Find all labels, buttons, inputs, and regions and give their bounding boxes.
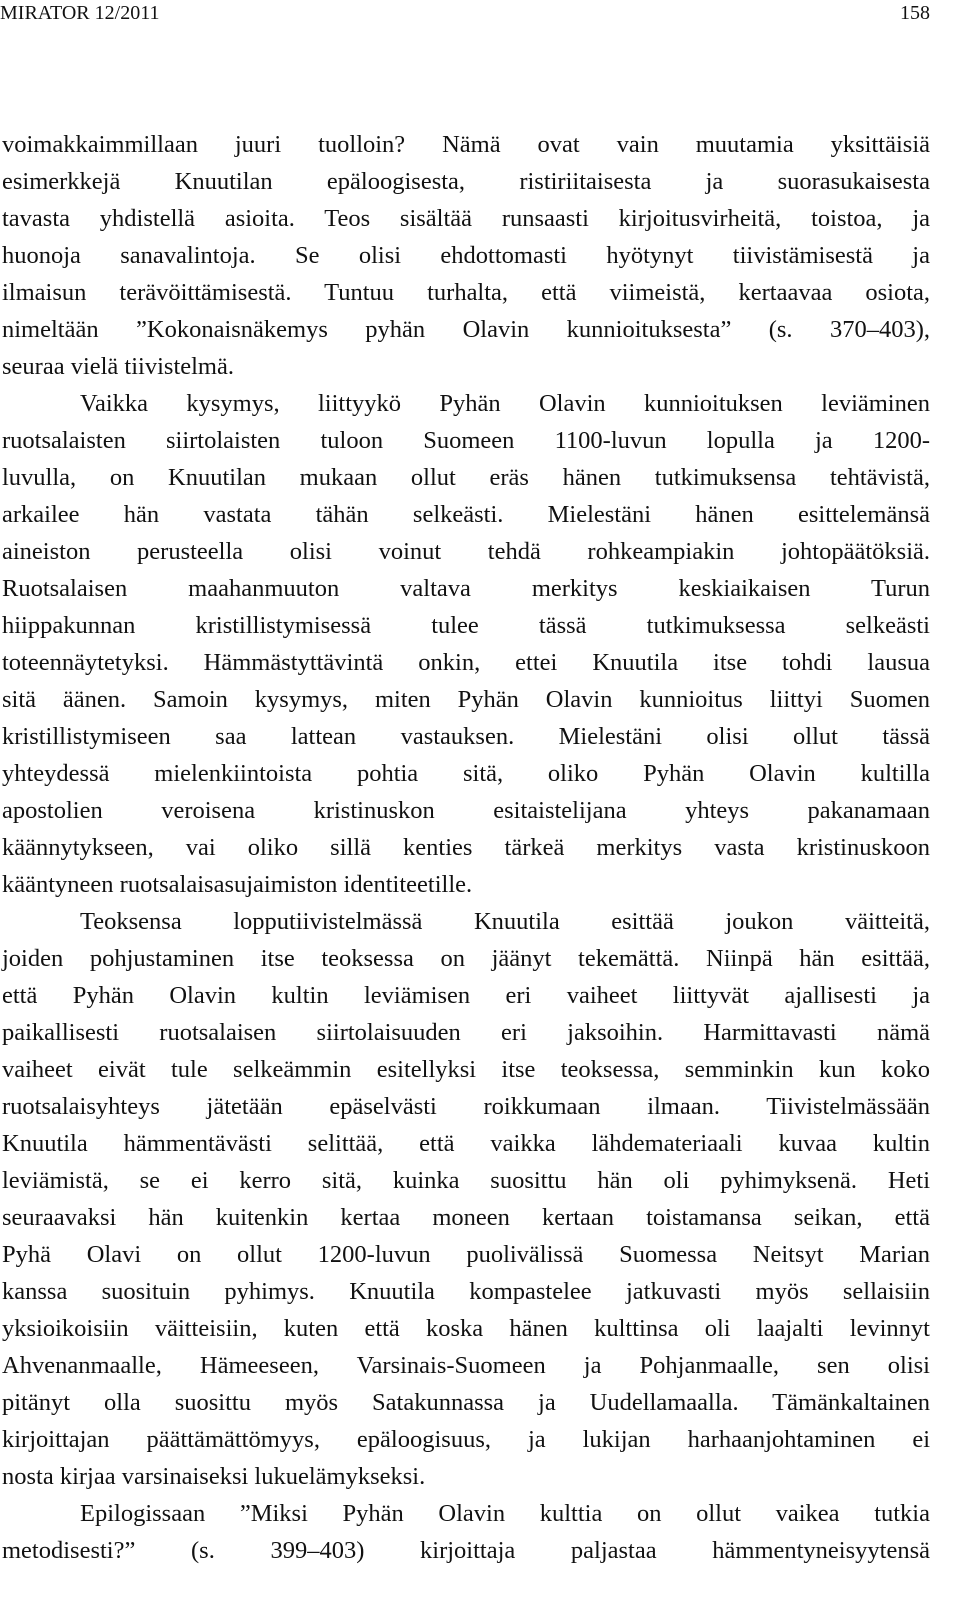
text-line: ilmaisun terävöittämisestä. Tuntuu turhalta, että viimeistä, kertaavaa osiota, [2,279,930,306]
text-line: metodisesti?” (s. 399–403) kirjoittaja paljastaa hämmentyneisyytensä [2,1537,930,1564]
text-line: luvulla, on Knuutilan mukaan ollut eräs hänen tutkimuksensa tehtävistä, [2,464,930,491]
journal-title: MIRATOR 12/2011 [0,2,160,24]
text-line: Knuutila hämmentävästi selittää, että vaikka lähdemateriaali kuvaa kultin [2,1130,930,1157]
text-line: Ahvenanmaalle, Hämeeseen, Varsinais-Suomeen ja Pohjanmaalle, sen olisi [2,1352,930,1379]
text-line: yksioikoisiin väitteisiin, kuten että koska hänen kulttinsa oli laajalti levinnyt [2,1315,930,1342]
text-line: Teoksensa lopputiivistelmässä Knuutila esittää joukon väitteitä, [80,908,930,935]
text-line: kristillistymiseen saa lattean vastauksen. Mielestäni olisi ollut tässä [2,723,930,750]
text-line: arkailee hän vastata tähän selkeästi. Mielestäni hänen esittelemänsä [2,501,930,528]
text-line: Pyhä Olavi on ollut 1200-luvun puolivälissä Suomessa Neitsyt Marian [2,1241,930,1268]
text-line: nimeltään ”Kokonaisnäkemys pyhän Olavin kunnioituksesta” (s. 370–403), [2,316,930,343]
text-line: Vaikka kysymys, liittyykö Pyhän Olavin kunnioituksen leviäminen [80,390,930,417]
text-line: vaiheet eivät tule selkeämmin esitellyksi itse teoksessa, semminkin kun koko [2,1056,930,1083]
text-line: sitä äänen. Samoin kysymys, miten Pyhän Olavin kunnioitus liittyi Suomen [2,686,930,713]
text-line: leviämistä, se ei kerro sitä, kuinka suosittu hän oli pyhimyksenä. Heti [2,1167,930,1194]
text-line: nosta kirjaa varsinaiseksi lukuelämykseksi. [2,1463,426,1490]
text-line: kanssa suosituin pyhimys. Knuutila kompastelee jatkuvasti myös sellaisiin [2,1278,930,1305]
text-line: Ruotsalaisen maahanmuuton valtava merkitys keskiaikaisen Turun [2,575,930,602]
text-line: seuraa vielä tiivistelmä. [2,353,234,380]
text-line: seuraavaksi hän kuitenkin kertaa moneen kertaan toistamansa seikan, että [2,1204,930,1231]
text-line: että Pyhän Olavin kultin leviämisen eri vaiheet liittyvät ajallisesti ja [2,982,930,1009]
text-line: hiippakunnan kristillistymisessä tulee tässä tutkimuksessa selkeästi [2,612,930,639]
text-line: pitänyt olla suosittu myös Satakunnassa ja Uudellamaalla. Tämänkaltainen [2,1389,930,1416]
page-header [0,0,930,30]
text-line: paikallisesti ruotsalaisen siirtolaisuuden eri jaksoihin. Harmittavasti nämä [2,1019,930,1046]
text-line: tavasta yhdistellä asioita. Teos sisältää runsaasti kirjoitusvirheitä, toistoa, ja [2,205,930,232]
text-line: huonoja sanavalintoja. Se olisi ehdottomasti hyötynyt tiivistämisestä ja [2,242,930,269]
text-line: käännytykseen, vai oliko sillä kenties tärkeä merkitys vasta kristinuskoon [2,834,930,861]
text-line: joiden pohjustaminen itse teoksessa on jäänyt tekemättä. Niinpä hän esittää, [2,945,930,972]
body-text [2,126,930,1569]
text-line: aineiston perusteella olisi voinut tehdä rohkeampiakin johtopäätöksiä. [2,538,930,565]
text-line: yhteydessä mielenkiintoista pohtia sitä, oliko Pyhän Olavin kultilla [2,760,930,787]
text-line: voimakkaimmillaan juuri tuolloin? Nämä ovat vain muutamia yksittäisiä [2,131,930,158]
text-line: ruotsalaisyhteys jätetään epäselvästi roikkumaan ilmaan. Tiivistelmässään [2,1093,930,1120]
page-number: 158 [900,2,930,24]
text-line: apostolien veroisena kristinuskon esitaistelijana yhteys pakanamaan [2,797,930,824]
text-line: kirjoittajan päättämättömyys, epäloogisuus, ja lukijan harhaanjohtaminen ei [2,1426,930,1453]
text-line: Epilogissaan ”Miksi Pyhän Olavin kulttia on ollut vaikea tutkia [80,1500,930,1527]
text-line: esimerkkejä Knuutilan epäloogisesta, ristiriitaisesta ja suorasukaisesta [2,168,930,195]
text-line: kääntyneen ruotsalaisasujaimiston identiteetille. [2,871,473,898]
text-line: toteennäytetyksi. Hämmästyttävintä onkin, ettei Knuutila itse tohdi lausua [2,649,930,676]
text-line: ruotsalaisten siirtolaisten tuloon Suomeen 1100-luvun lopulla ja 1200- [2,427,930,454]
